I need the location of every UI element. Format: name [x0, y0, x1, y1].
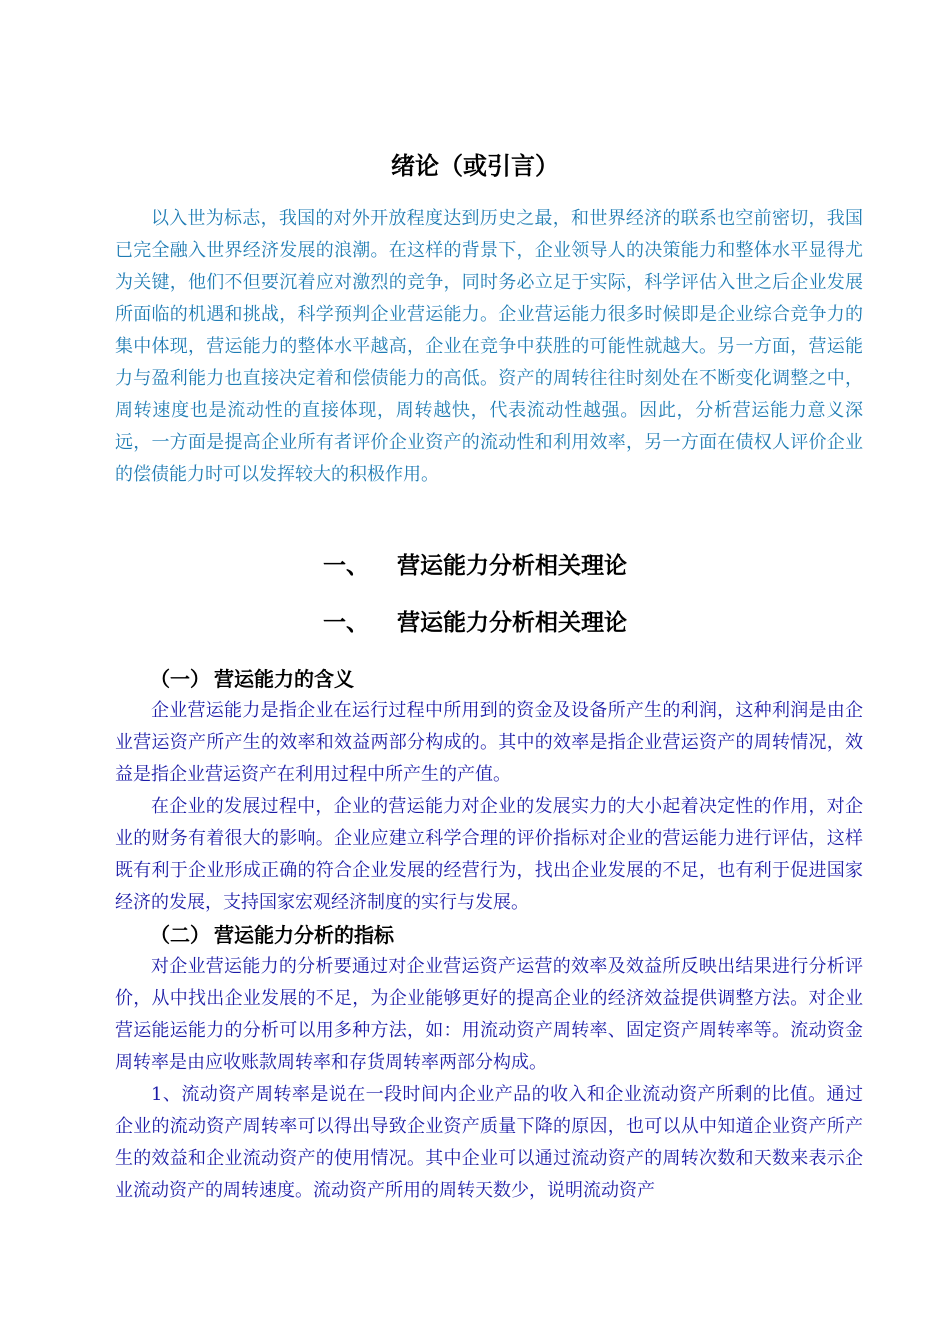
document-title: 绪论（或引言）	[391, 151, 559, 180]
section1-paragraph-1: 企业营运能力是指企业在运行过程中所用到的资金及设备所产生的利润，这种利润是由企业营运资产所产生的效率和效益两部分构成的。其中的效率是指企业营运资产的周转情况，效益是指企业营运资产在利用过程中所产生的产值。	[115, 700, 863, 785]
section2-paragraph-2: 1、流动资产周转率是说在一段时间内企业产品的收入和企业流动资产所剩的比值。通过企业的流动资产周转率可以得出导致企业资产质量下降的原因，也可以从中知道企业资产所产生的效益和企业流动资产的使用情况。其中企业可以通过流动资产的周转次数和天数来表示企业流动资产的周转速度。流动资产所用的周转天数少，说明流动资产	[115, 1084, 863, 1201]
chapter-heading	[0, 547, 950, 580]
section-number: （二）	[150, 923, 210, 947]
section-heading-2	[150, 919, 394, 948]
section-heading-1	[150, 663, 354, 692]
chapter-title: 营运能力分析相关理论	[397, 552, 627, 579]
section2-paragraph-1: 对企业营运能力的分析要通过对企业营运资产运营的效率及效益所反映出结果进行分析评价，从中找出企业发展的不足，为企业能够更好的提高企业的经济效益提供调整方法。对企业营运能运能力的分析可以用多种方法，如：用流动资产周转率、固定资产周转率等。流动资金周转率是由应收账款周转率和存货周转率两部分构成。	[115, 956, 863, 1073]
chapter-heading-repeat	[0, 604, 950, 637]
chapter-number: 一、	[323, 609, 369, 636]
intro-paragraph: 以入世为标志，我国的对外开放程度达到历史之最，和世界经济的联系也空前密切，我国已完全融入世界经济发展的浪潮。在这样的背景下，企业领导人的决策能力和整体水平显得尤为关键，他们不但要沉着应对激烈的竞争，同时务必立足于实际，科学评估入世之后企业发展所面临的机遇和挑战，科学预判企业营运能力。企业营运能力很多时候即是企业综合竞争力的集中体现，营运能力的整体水平越高，企业在竞争中获胜的可能性就越大。另一方面，营运能力与盈利能力也直接决定着和偿债能力的高低。资产的周转往往时刻处在不断变化调整之中，周转速度也是流动性的直接体现，周转越快，代表流动性越强。因此，分析营运能力意义深远，一方面是提高企业所有者评价企业资产的流动性和利用效率，另一方面在债权人评价企业的偿债能力时可以发挥较大的积极作用。	[115, 208, 863, 485]
chapter-title: 营运能力分析相关理论	[397, 609, 627, 636]
section-number: （一）	[150, 667, 210, 691]
section1-paragraph-2: 在企业的发展过程中，企业的营运能力对企业的发展实力的大小起着决定性的作用，对企业的财务有着很大的影响。企业应建立科学合理的评价指标对企业的营运能力进行评估，这样既有利于企业形成正确的符合企业发展的经营行为，找出企业发展的不足，也有利于促进国家经济的发展，支持国家宏观经济制度的实行与发展。	[115, 796, 863, 913]
section-title: 营运能力的含义	[214, 667, 354, 691]
section-title: 营运能力分析的指标	[214, 923, 394, 947]
chapter-number: 一、	[323, 552, 369, 579]
